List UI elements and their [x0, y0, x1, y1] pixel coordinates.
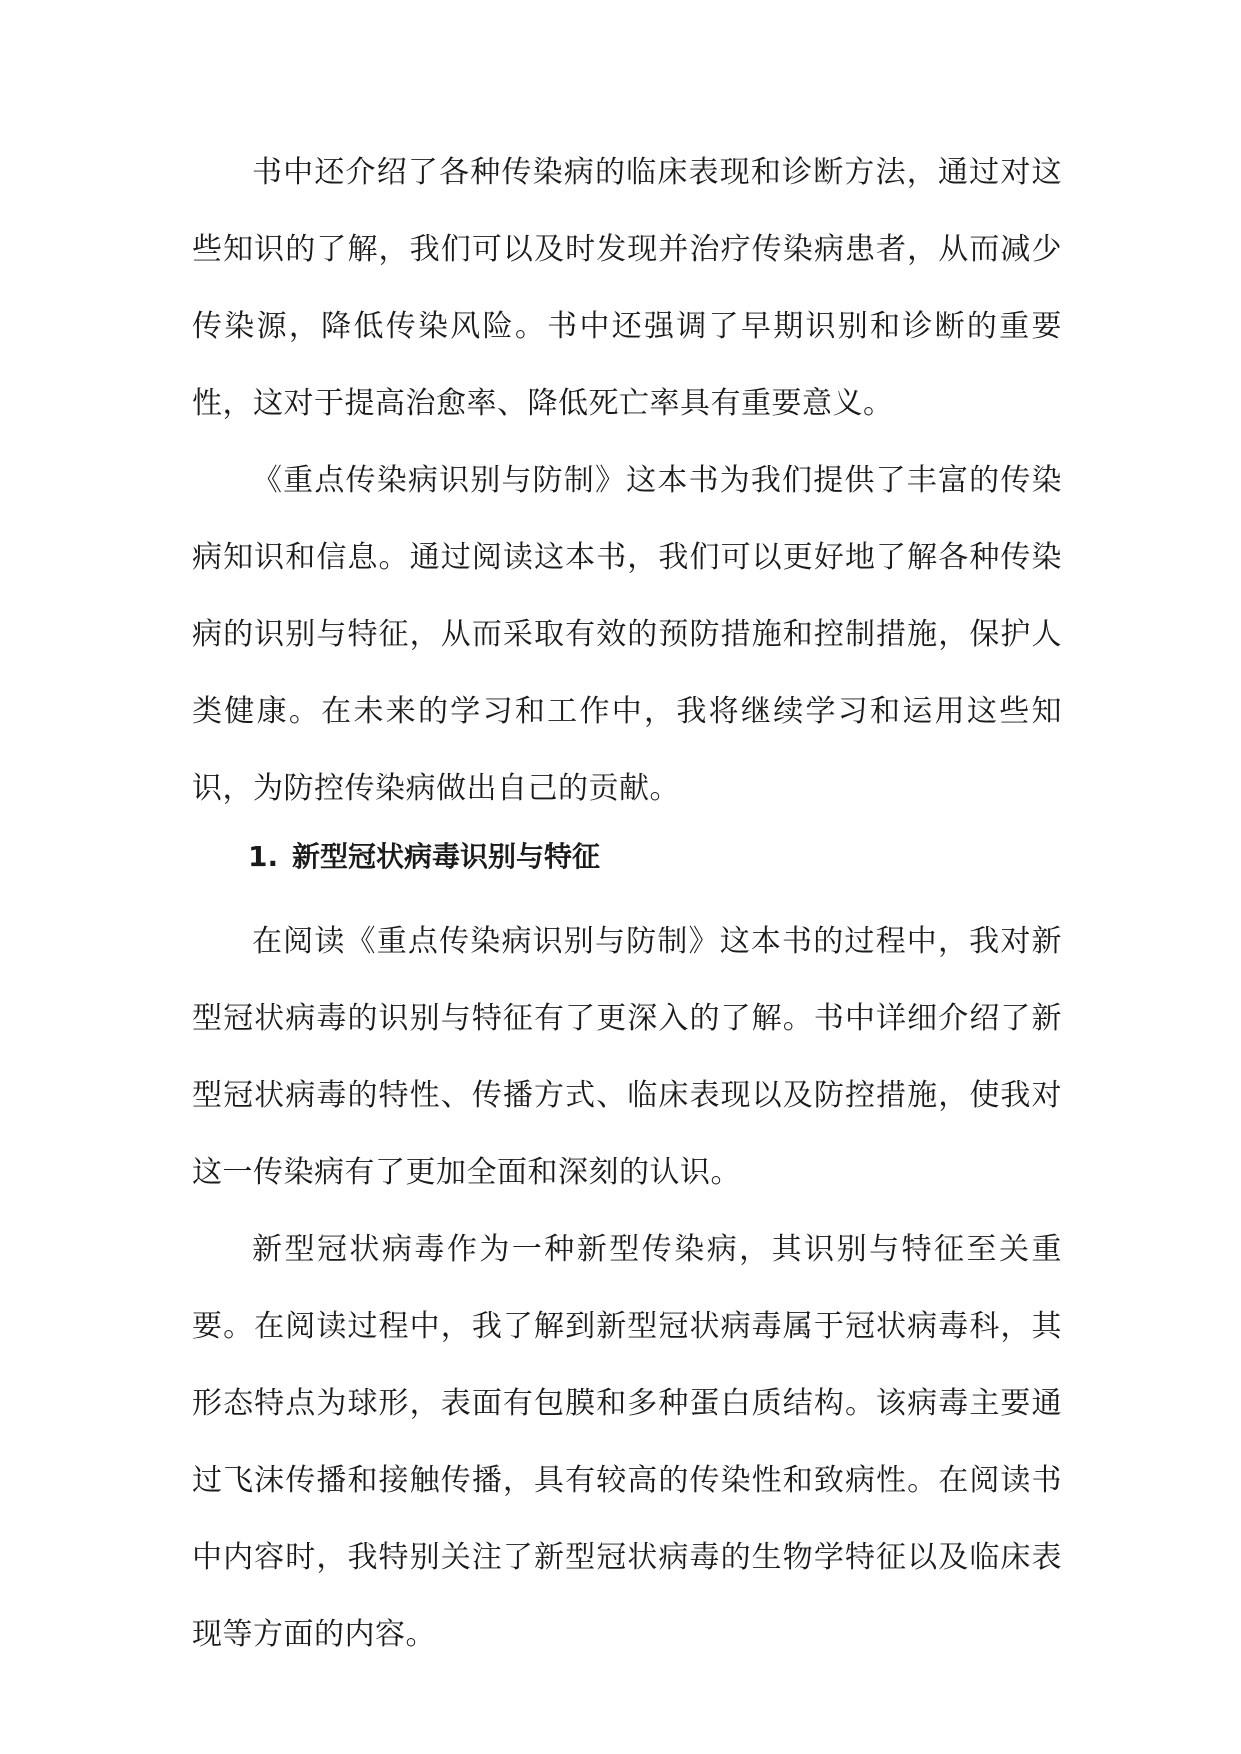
paragraph-book-summary: 《重点传染病识别与防制》这本书为我们提供了丰富的传染病知识和信息。通过阅读这本书，我们可以更好地了解各种传染病的识别与特征，从而采取有效的预防措施和控制措施，保护人类健康。在未来的学习和工作中，我将继续学习和运用这些知识，为防控传染病做出自己的贡献。 — [192, 463, 1062, 806]
section-title: 新型冠状病毒识别与特征 — [292, 840, 601, 873]
paragraph-clinical-diagnosis: 书中还介绍了各种传染病的临床表现和诊断方法，通过对这些知识的了解，我们可以及时发现并治疗传染病患者，从而减少传染源，降低传染风险。书中还强调了早期识别和诊断的重要性，这对于提高治愈率、降低死亡率具有重要意义。 — [192, 155, 1062, 421]
paragraph-covid-overview: 在阅读《重点传染病识别与防制》这本书的过程中，我对新型冠状病毒的识别与特征有了更深入的了解。书中详细介绍了新型冠状病毒的特性、传播方式、临床表现以及防控措施，使我对这一传染病有了更加全面和深刻的认识。 — [192, 924, 1062, 1190]
paragraph-covid-characteristics: 新型冠状病毒作为一种新型传染病，其识别与特征至关重要。在阅读过程中，我了解到新型冠状病毒属于冠状病毒科，其形态特点为球形，表面有包膜和多种蛋白质结构。该病毒主要通过飞沫传播和接触传播，具有较高的传染性和致病性。在阅读书中内容时，我特别关注了新型冠状病毒的生物学特征以及临床表现等方面的内容。 — [192, 1232, 1062, 1652]
section-heading — [248, 818, 600, 895]
section-number: 1. — [248, 840, 279, 873]
